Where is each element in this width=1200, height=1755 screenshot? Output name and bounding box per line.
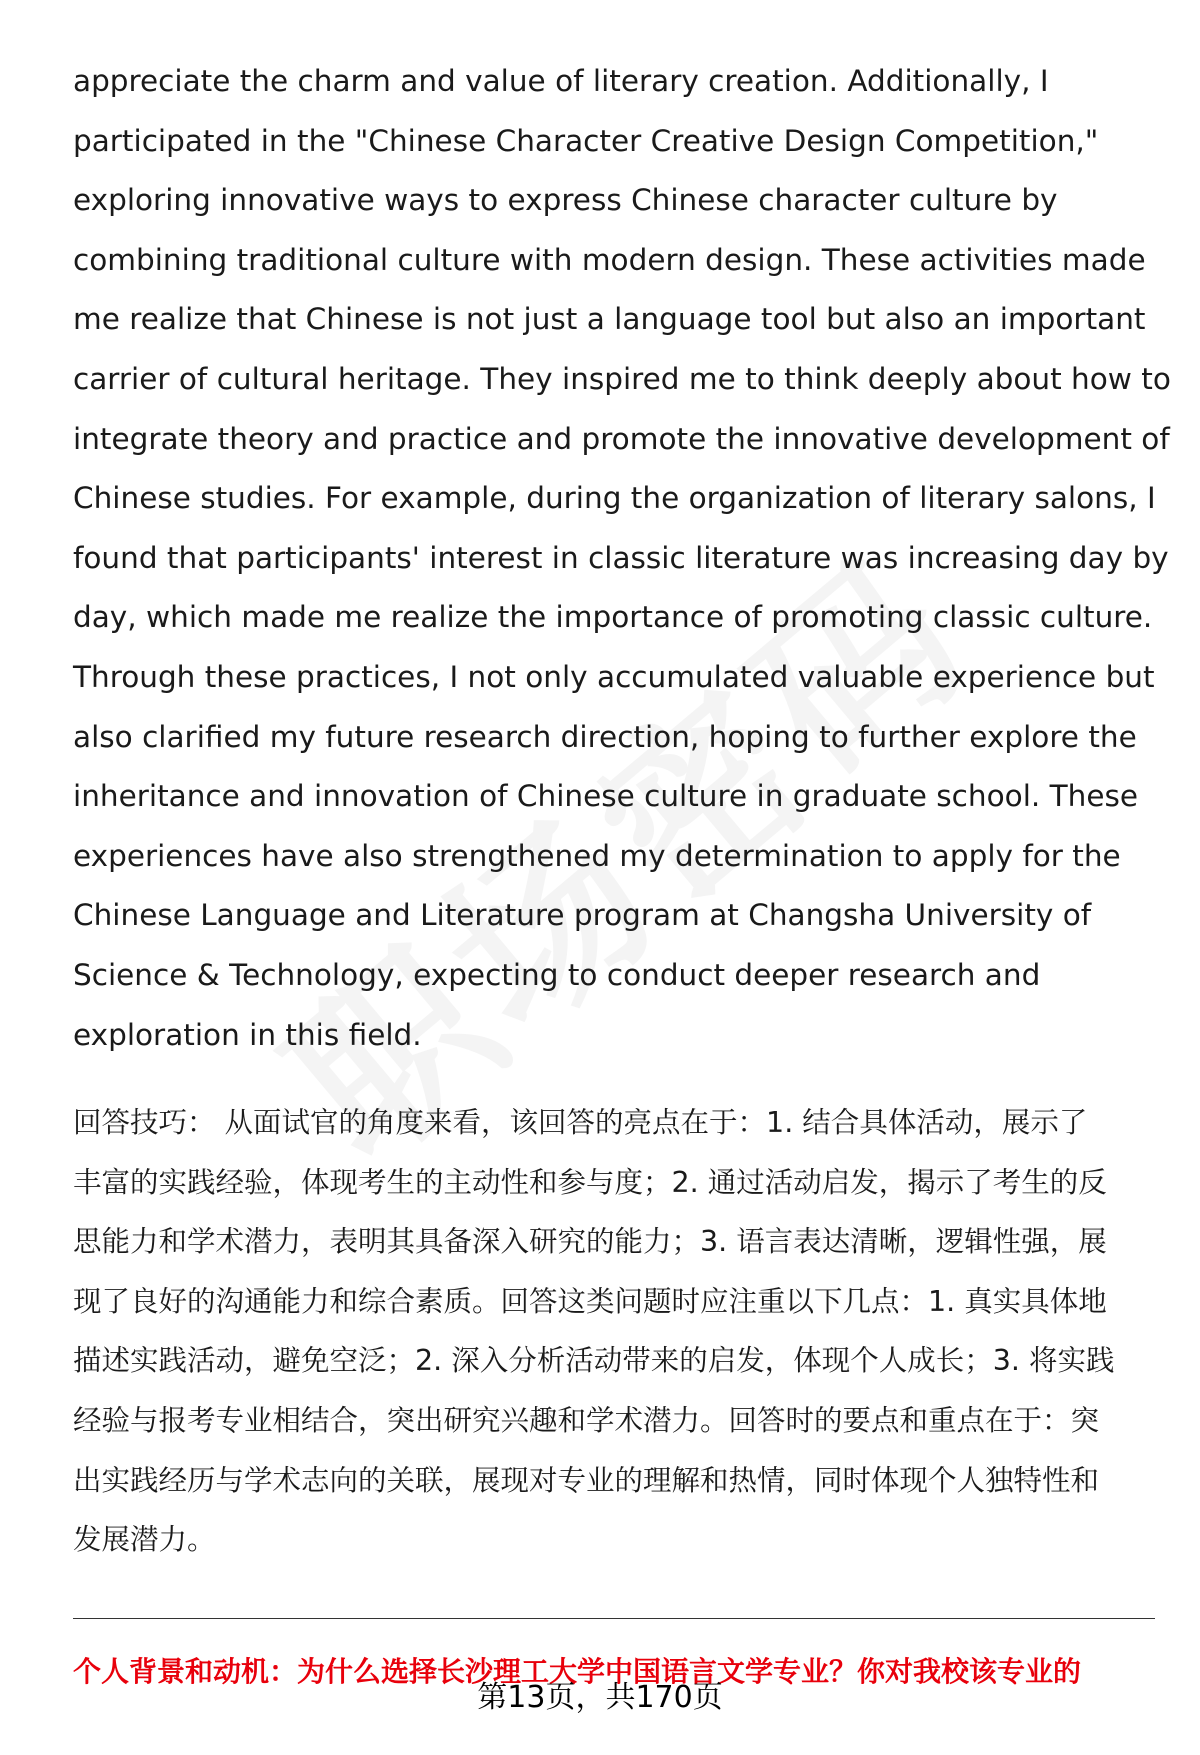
answer-line: carrier of cultural heritage. They inspired me to think deeply about how to <box>73 361 1171 396</box>
answer-line: Science & Technology, expecting to conduct deeper research and <box>73 957 1041 992</box>
answer-line: appreciate the charm and value of literary creation. Additionally, I <box>73 64 1049 98</box>
answer-paragraph <box>73 52 1171 1065</box>
answer-line: integrate theory and practice and promote the innovative development of <box>73 421 1170 456</box>
tips-line: 现了良好的沟通能力和综合素质。回答这类问题时应注重以下几点：1. 真实具体地 <box>73 1284 1107 1318</box>
answer-line: Chinese studies. For example, during the organization of literary salons, I <box>73 481 1156 516</box>
answer-tips-paragraph <box>73 1093 1163 1570</box>
answer-line: exploring innovative ways to express Chinese character culture by <box>73 183 1058 218</box>
answer-line: Through these practices, I not only accumulated valuable experience but <box>73 659 1155 694</box>
answer-line: participated in the "Chinese Character Creative Design Competition," <box>73 123 1099 158</box>
next-question-heading: 个人背景和动机：为什么选择长沙理工大学中国语言文学专业？你对我校该专业的 <box>73 1655 1082 1688</box>
tips-line: 描述实践活动，避免空泛；2. 深入分析活动带来的启发，体现个人成长；3. 将实践 <box>73 1344 1115 1378</box>
answer-line: found that participants' interest in classic literature was increasing day by <box>73 540 1169 575</box>
answer-line: also clarified my future research direction, hoping to further explore the <box>73 719 1137 754</box>
tips-line: 经验与报考专业相结合，突出研究兴趣和学术潜力。回答时的要点和重点在于：突 <box>73 1403 1100 1437</box>
answer-line: experiences have also strengthened my determination to apply for the <box>73 838 1121 873</box>
answer-line: inheritance and innovation of Chinese culture in graduate school. These <box>73 779 1139 814</box>
answer-line: me realize that Chinese is not just a language tool but also an important <box>73 302 1146 337</box>
answer-line: Chinese Language and Literature program at Changsha University of <box>73 898 1092 933</box>
tips-line: 回答技巧： 从面试官的角度来看，该回答的亮点在于：1. 结合具体活动，展示了 <box>73 1106 1088 1139</box>
answer-line: day, which made me realize the importance of promoting classic culture. <box>73 600 1153 635</box>
tips-line: 思能力和学术潜力，表明其具备深入研究的能力；3. 语言表达清晰，逻辑性强，展 <box>73 1225 1107 1259</box>
tips-line: 发展潜力。 <box>73 1523 216 1557</box>
answer-line: combining traditional culture with modern design. These activities made <box>73 242 1146 277</box>
tips-line: 出实践经历与学术志向的关联，展现对专业的理解和热情，同时体现个人独特性和 <box>73 1463 1100 1497</box>
page-number-footer: 第13页，共170页 <box>477 1680 723 1715</box>
tips-line: 丰富的实践经验，体现考生的主动性和参与度；2. 通过活动启发，揭示了考生的反 <box>73 1165 1107 1199</box>
answer-line: exploration in this field. <box>73 1017 422 1052</box>
section-divider <box>73 1618 1155 1619</box>
